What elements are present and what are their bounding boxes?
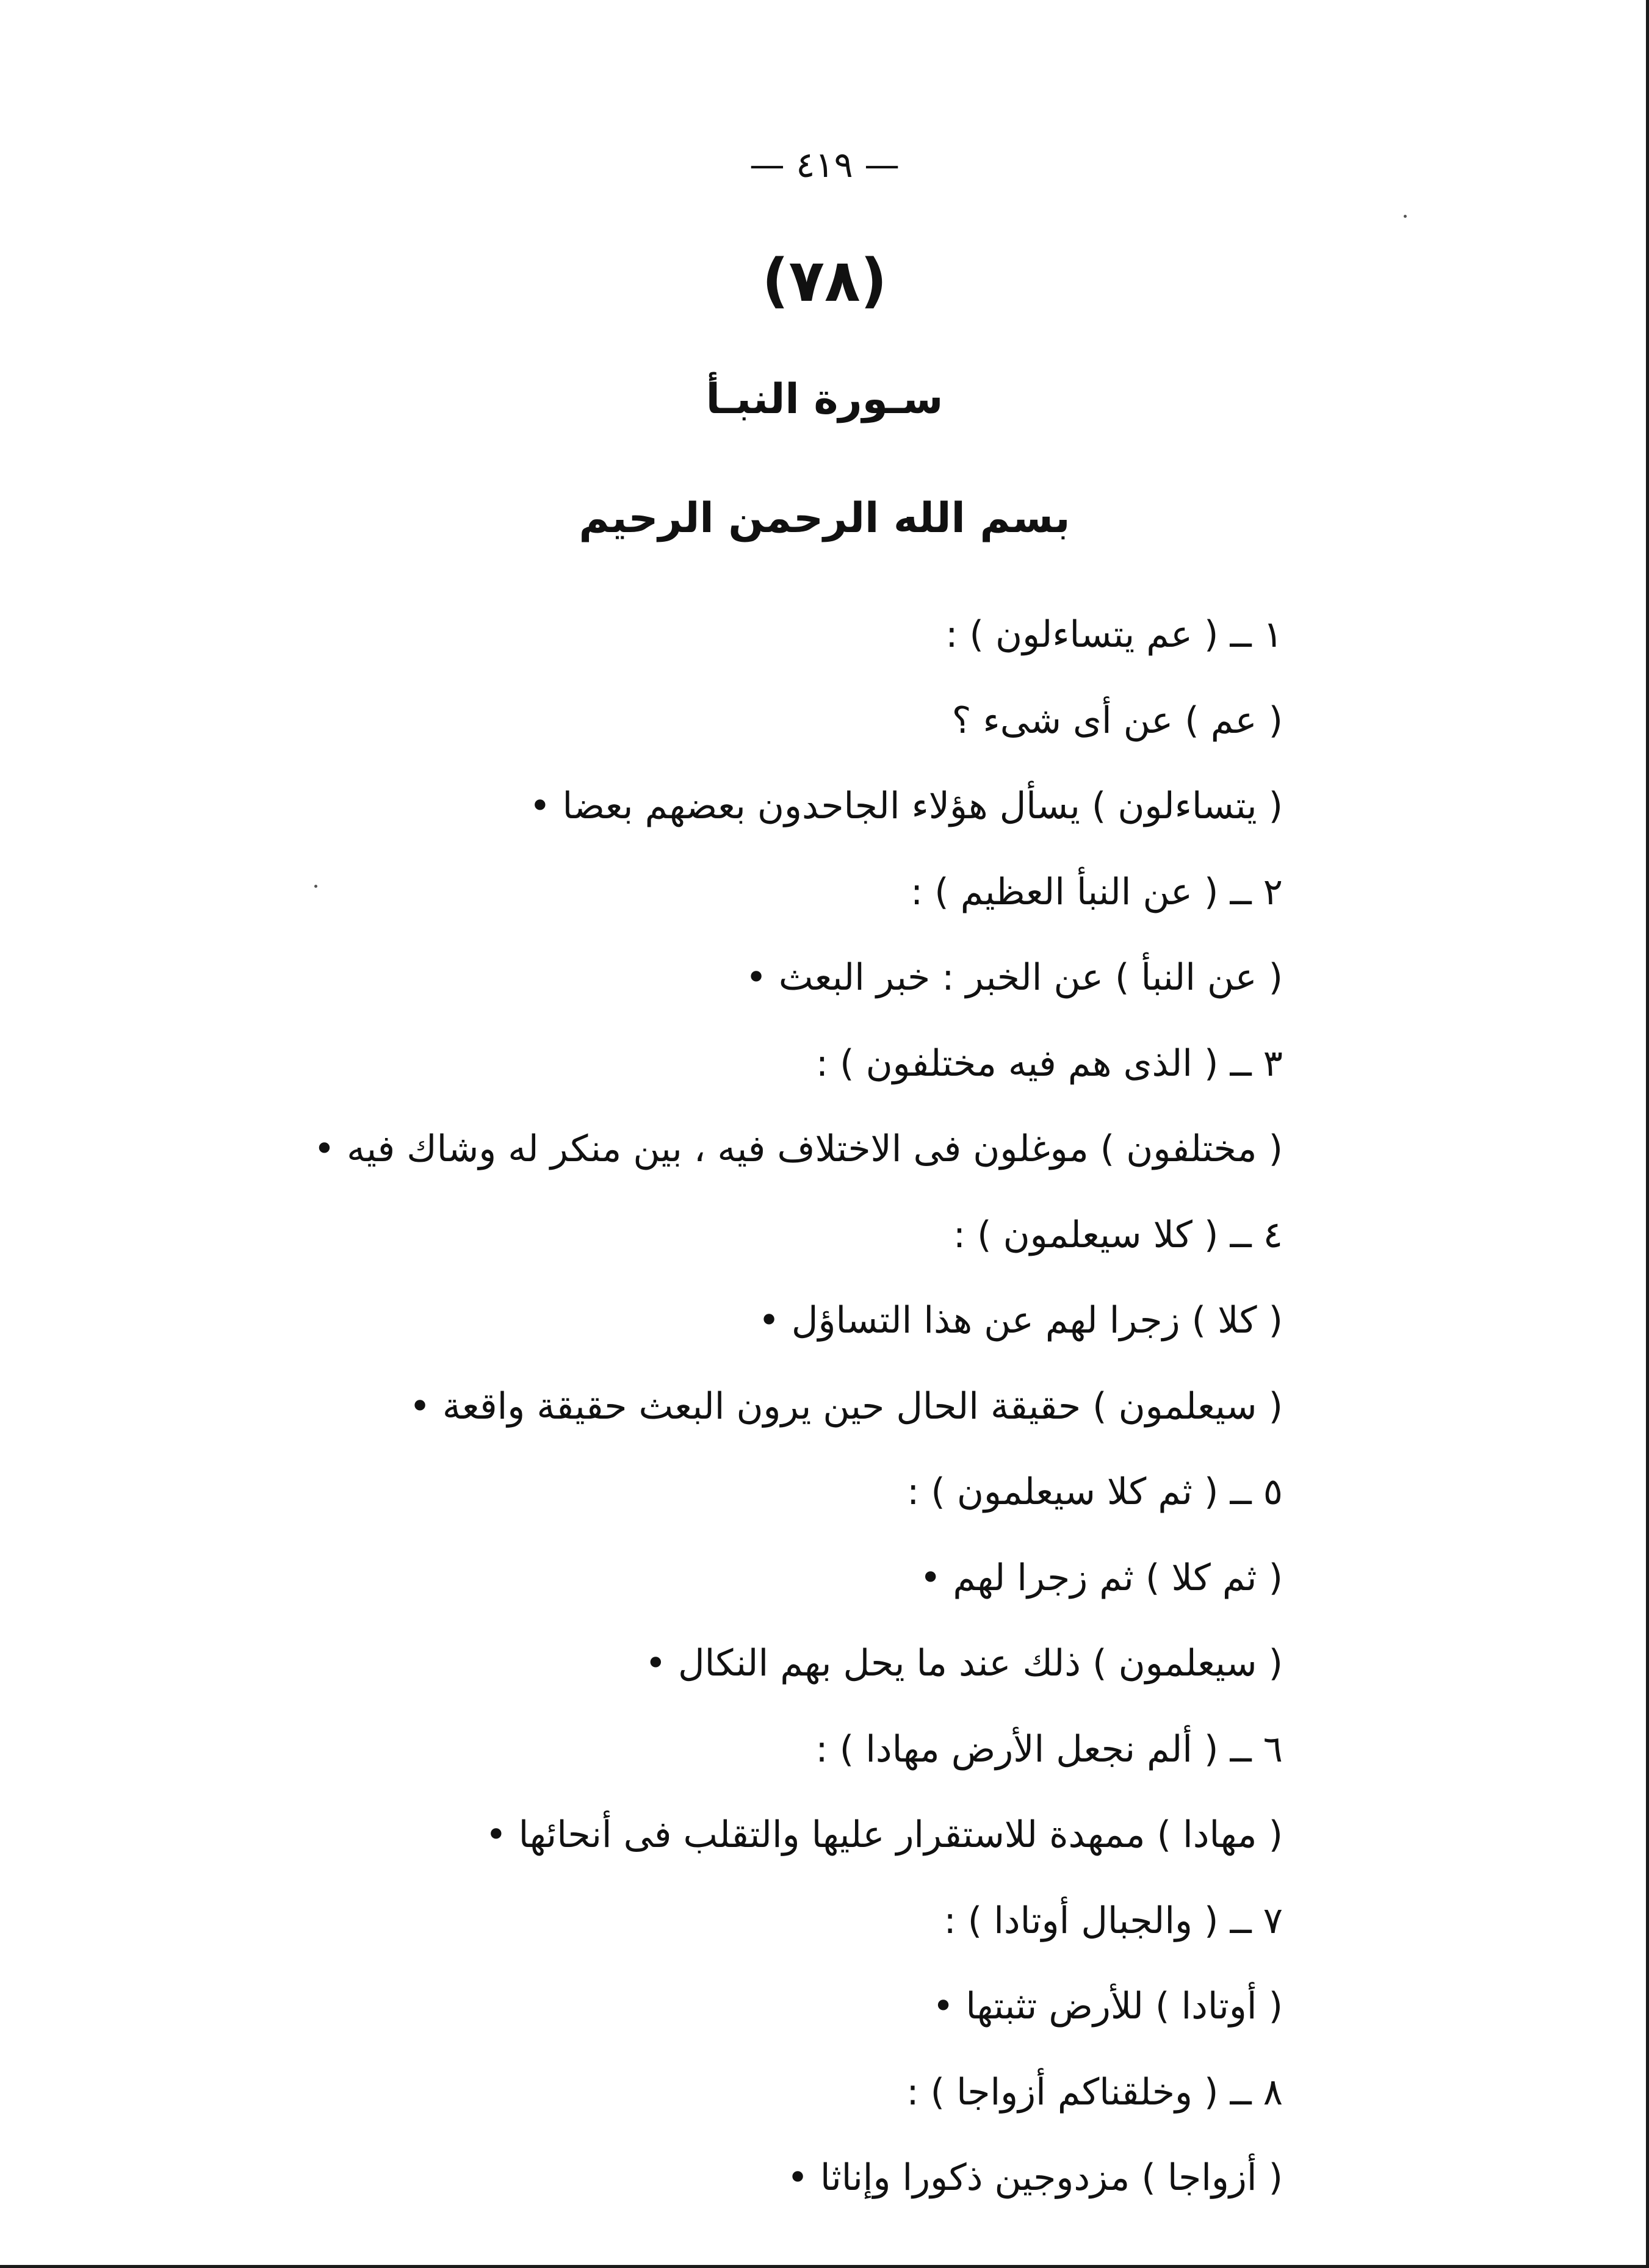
verse-heading-7: ٧ ــ ( والجبال أوتادا ) : [944, 1899, 1283, 1942]
gloss-line: ( سيعلمون ) حقيقة الحال حين يرون البعث حقيقة واقعة • [409, 1384, 1283, 1428]
gloss-line: ( أزواجا ) مزدوجين ذكورا وإناثا • [787, 2156, 1283, 2199]
verse-heading-1: ١ ــ ( عم يتساءلون ) : [945, 613, 1283, 656]
gloss-line: ( يتساءلون ) يسأل هؤلاء الجاحدون بعضهم بعضا • [529, 785, 1283, 827]
gloss-line: ( كلا ) زجرا لهم عن هذا التساؤل • [758, 1299, 1283, 1342]
scan-speck [1404, 215, 1407, 218]
verse-heading-2: ٢ ــ ( عن النبأ العظيم ) : [911, 870, 1283, 913]
scan-border-right [1646, 0, 1649, 2268]
surah-title: سـورة النبـأ [705, 375, 944, 423]
gloss-line: ( عم ) عن أى شىء ؟ [951, 699, 1283, 742]
gloss-line: ( سيعلمون ) ذلك عند ما يحل بهم النكال • [644, 1642, 1283, 1685]
gloss-line: ( ثم كلا ) ثم زجرا لهم • [919, 1556, 1283, 1599]
verse-heading-6: ٦ ــ ( ألم نجعل الأرض مهادا ) : [815, 1727, 1283, 1771]
verse-heading-3: ٣ ــ ( الذى هم فيه مختلفون ) : [815, 1042, 1283, 1085]
verse-heading-8: ٨ ــ ( وخلقناكم أزواجا ) : [906, 2070, 1283, 2114]
gloss-line: ( أوتادا ) للأرض تثبتها • [932, 1985, 1283, 2028]
surah-number: (٧٨) [762, 247, 887, 315]
page-number: — ٤١٩ — [749, 144, 900, 185]
gloss-line: ( عن النبأ ) عن الخبر : خبر البعث • [745, 956, 1283, 999]
gloss-line: ( مهادا ) ممهدة للاستقرار عليها والتقلب فى أنحائها • [485, 1813, 1283, 1856]
gloss-line: ( مختلفون ) موغلون فى الاختلاف فيه ، بين منكر له وشاك فيه • [313, 1128, 1283, 1170]
commentary-lines [26, 601, 1283, 2230]
scan-border-bottom [0, 2265, 1649, 2268]
verse-heading-4: ٤ ــ ( كلا سيعلمون ) : [953, 1213, 1283, 1256]
verse-heading-5: ٥ ــ ( ثم كلا سيعلمون ) : [907, 1471, 1283, 1513]
basmala: بسم الله الرحمن الرحيم [579, 494, 1070, 542]
